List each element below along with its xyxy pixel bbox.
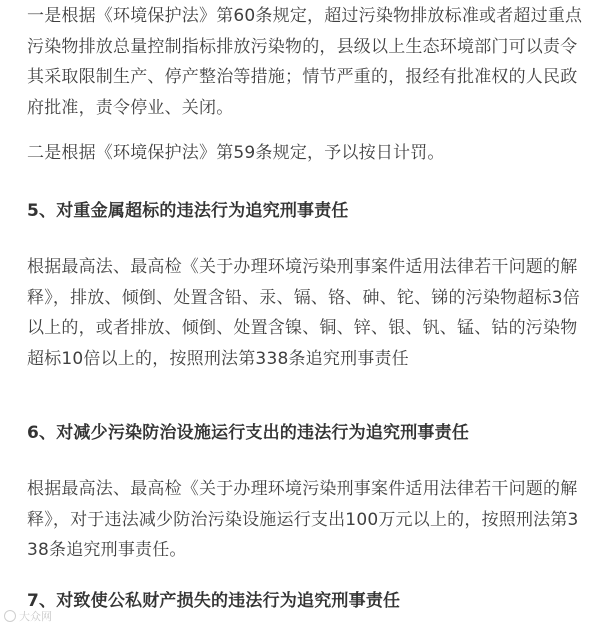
paragraph-heavy-metal: 根据最高法、最高检《关于办理环境污染刑事案件适用法律若干问题的解释》，排放、倾倒、处置含铅、汞、镉、铬、砷、铊、锑的污染物超标3倍以上的，或者排放、倾倒、处置含镍、铜、锌、银、钒、锰、钴的污染物超标10倍以上的，按照刑法第338条追究刑事责任 <box>27 257 580 369</box>
watermark <box>4 608 52 624</box>
paragraph-env-law-59: 二是根据《环境保护法》第59条规定，予以按日计罚。 <box>27 143 445 163</box>
heading-section-5: 5、对重金属超标的违法行为追究刑事责任 <box>27 201 349 221</box>
paragraph-facility-cost: 根据最高法、最高检《关于办理环境污染刑事案件适用法律若干问题的解释》，对于违法减少防治污染设施运行支出100万元以上的，按照刑法第338条追究刑事责任。 <box>27 479 579 560</box>
paragraph-env-law-60: 一是根据《环境保护法》第60条规定，超过污染物排放标准或者超过重点污染物排放总量控制指标排放污染物的，县级以上生态环境部门可以责令其采取限制生产、停产整治等措施；情节严重的，报经有批准权的人民政府批准，责令停业、关闭。 <box>27 6 583 118</box>
heading-section-7: 7、对致使公私财产损失的违法行为追究刑事责任 <box>27 591 401 611</box>
watermark-logo-icon <box>4 610 16 622</box>
heading-section-6: 6、对减少污染防治设施运行支出的违法行为追究刑事责任 <box>27 423 470 443</box>
watermark-text: 大众网 <box>19 610 52 623</box>
